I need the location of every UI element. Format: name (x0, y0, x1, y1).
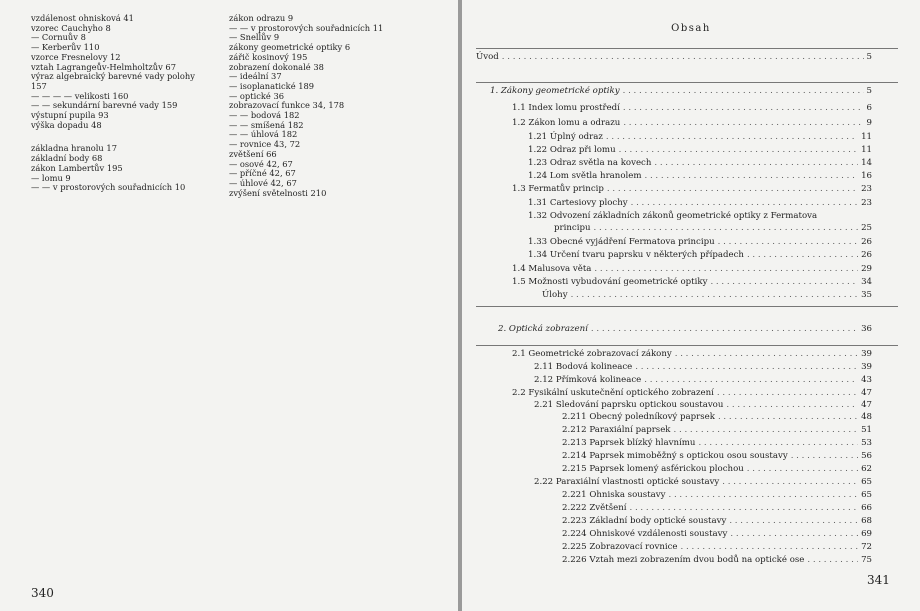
index-entry: výraz algebraický barevné vady polohy (31, 71, 195, 82)
toc-label: 1.2 Zákon lomu a odrazu (512, 118, 621, 128)
index-entry: — — v prostorových souřadnicích 10 (31, 182, 186, 193)
toc-entry (562, 503, 872, 513)
index-entry: — — v prostorových souřadnicích 11 (229, 22, 384, 33)
toc-page-number: 39 (861, 362, 872, 372)
toc-page-number: 66 (861, 503, 872, 513)
index-entry: zobrazovací funkce 34, 178 (229, 100, 345, 111)
index-entry: — — sekundární barevné vady 159 (31, 100, 178, 111)
toc-label: 2.222 Zvětšení (562, 503, 627, 513)
toc-entry (512, 349, 872, 359)
toc-entry (534, 375, 872, 385)
toc-page-number: 43 (861, 375, 872, 385)
toc-leader-dots (594, 223, 859, 233)
toc-leader-dots (698, 438, 858, 448)
toc-leader-dots (654, 158, 858, 168)
page-number-right: 341 (867, 573, 890, 587)
toc-leader-dots (645, 171, 859, 181)
toc-leader-dots (717, 388, 858, 398)
toc-label: 1. Zákony geometrické optiky (490, 86, 620, 96)
toc-page-number: 11 (861, 132, 872, 142)
toc-label: 2.221 Ohniska soustavy (562, 490, 666, 500)
separator-line (476, 306, 898, 307)
toc-label: 1.4 Malusova věta (512, 264, 592, 274)
index-entry: vztah Lagrangeův-Helmholtzův 67 (31, 61, 176, 72)
toc-leader-dots (644, 375, 858, 385)
index-entry: — Cornuův 8 (31, 32, 86, 43)
toc-label: 2.1 Geometrické zobrazovací zákony (512, 349, 672, 359)
toc-entry (512, 388, 872, 398)
toc-entry (528, 250, 872, 260)
toc-label: 1.34 Určení tvaru paprsku v některých případech (528, 250, 744, 260)
toc-entry (562, 516, 872, 526)
toc-entry (512, 184, 872, 194)
toc-page-number: 47 (861, 400, 872, 410)
toc-page-number: 5 (866, 86, 872, 96)
toc-label: 1.23 Odraz světla na kovech (528, 158, 652, 168)
index-entry: — Snellův 9 (229, 32, 280, 43)
toc-leader-dots (591, 324, 858, 334)
toc-leader-dots (502, 52, 864, 62)
toc-label: 2.225 Zobrazovací rovnice (562, 542, 678, 552)
toc-page-number: 39 (861, 349, 872, 359)
toc-leader-dots (571, 290, 859, 300)
toc-page-number: 26 (861, 250, 872, 260)
index-entry: — — bodová 182 (229, 110, 300, 121)
toc-entry (528, 158, 872, 168)
toc-leader-dots (606, 132, 858, 142)
toc-leader-dots (807, 555, 858, 565)
toc-page-number: 47 (861, 388, 872, 398)
left-page (0, 0, 458, 611)
index-column-2 (229, 14, 383, 198)
toc-label: 1.1 Index lomu prostředí (512, 103, 620, 113)
toc-page-number: 56 (861, 451, 872, 461)
toc-leader-dots (669, 490, 859, 500)
toc-label: Úvod (476, 52, 499, 62)
toc-leader-dots (747, 250, 858, 260)
toc-entry (512, 264, 872, 274)
toc-entry (562, 438, 872, 448)
toc-label: 2.21 Sledování paprsku optickou soustavou (534, 400, 724, 410)
toc-label: 1.5 Možnosti vybudování geometrické optiky (512, 277, 708, 287)
toc-label: 1.3 Fermatův princip (512, 184, 604, 194)
toc-page-number: 35 (861, 290, 872, 300)
toc-leader-dots (726, 400, 858, 410)
toc-page-number: 51 (861, 425, 872, 435)
toc-leader-dots (747, 464, 858, 474)
toc-label: 1.21 Úplný odraz (528, 132, 603, 142)
toc-entry (562, 490, 872, 500)
toc-leader-dots (674, 425, 859, 435)
toc-entry (528, 171, 872, 181)
toc-page-number: 5 (866, 52, 872, 62)
toc-entry (534, 400, 872, 410)
toc-entry (476, 52, 872, 62)
toc-entry (498, 324, 872, 334)
toc-label: 2.213 Paprsek blízký hlavnímu (562, 438, 696, 448)
toc-leader-dots (594, 264, 858, 274)
index-entry: vzorec Cauchyho 8 (31, 22, 111, 33)
index-entry: zákon odrazu 9 (229, 13, 294, 23)
index-entry: — optické 36 (229, 90, 285, 101)
toc-entry (562, 412, 872, 422)
toc-page-number: 34 (861, 277, 872, 287)
index-entry: základní body 68 (31, 153, 103, 164)
toc-page-number: 25 (861, 223, 872, 233)
index-entry: výška dopadu 48 (31, 119, 102, 130)
toc-entry (528, 145, 872, 155)
toc-label: Úlohy (542, 290, 568, 300)
toc-label: 2.22 Paraxiální vlastnosti optické soustavy (534, 477, 720, 487)
toc-entry (534, 362, 872, 372)
toc-label: 2.212 Paraxiální paprsek (562, 425, 671, 435)
toc-leader-dots (791, 451, 858, 461)
toc-label: 2.214 Paprsek mimoběžný s optickou osou soustavy (562, 451, 788, 461)
toc-leader-dots (631, 198, 858, 208)
separator-line (476, 345, 898, 346)
toc-page-number: 65 (861, 490, 872, 500)
toc-entry (562, 425, 872, 435)
index-entry: — — smíšená 182 (229, 119, 304, 130)
toc-leader-dots (718, 237, 858, 247)
index-entry: — rovnice 43, 72 (229, 139, 301, 150)
separator-line (476, 48, 898, 49)
index-entry: zvětšení 66 (229, 148, 277, 159)
toc-label: 1.22 Odraz při lomu (528, 145, 616, 155)
toc-entry (554, 223, 872, 233)
index-entry: zákon Lambertův 195 (31, 162, 123, 173)
toc-leader-dots (681, 542, 859, 552)
toc-page-number: 23 (861, 198, 872, 208)
toc-entry (512, 103, 872, 113)
toc-entry (490, 86, 872, 96)
toc-page-number: 53 (861, 438, 872, 448)
toc-entry (562, 529, 872, 539)
toc-entry (528, 237, 872, 247)
right-page (462, 0, 920, 611)
index-entry: — — — — velikosti 160 (31, 90, 129, 101)
toc-label: 1.24 Lom světla hranolem (528, 171, 642, 181)
index-entry: — lomu 9 (31, 172, 71, 183)
index-entry: vzorce Fresnelovy 12 (31, 51, 121, 62)
toc-label: principu (554, 223, 591, 233)
toc-leader-dots (675, 349, 858, 359)
toc-page-number: 26 (861, 237, 872, 247)
toc-page-number: 75 (861, 555, 872, 565)
toc-label: 1.31 Cartesiovy plochy (528, 198, 628, 208)
toc-page-number: 6 (866, 103, 872, 113)
separator-line (476, 82, 898, 83)
toc-leader-dots (619, 145, 858, 155)
toc-entry: 1.32 Odvození základních zákonů geometrické optiky z Fermatova (528, 211, 818, 221)
toc-label: 1.33 Obecné vyjádření Fermatova principu (528, 237, 715, 247)
index-entry: zvýšení světelnosti 210 (229, 187, 327, 198)
toc-page-number: 68 (861, 516, 872, 526)
toc-label: 2.2 Fysikální uskutečnění optického zobrazení (512, 388, 714, 398)
index-entry: vzdálenost ohnisková 41 (31, 13, 134, 23)
toc-leader-dots (729, 516, 858, 526)
toc-entry (528, 132, 872, 142)
toc-label: 2.224 Ohniskové vzdálenosti soustavy (562, 529, 728, 539)
toc-page-number: 48 (861, 412, 872, 422)
index-entry: — isoplanatické 189 (229, 80, 315, 91)
index-entry (31, 130, 195, 144)
toc-leader-dots (623, 86, 864, 96)
index-column-1 (31, 14, 195, 193)
toc-page-number: 65 (861, 477, 872, 487)
toc-leader-dots (607, 184, 858, 194)
toc-label: 2.12 Přímková kolineace (534, 375, 642, 385)
toc-entry (542, 290, 872, 300)
toc-leader-dots (710, 277, 858, 287)
toc-page-number: 23 (861, 184, 872, 194)
toc-leader-dots (722, 477, 858, 487)
toc-entry (512, 277, 872, 287)
toc-page-number: 72 (861, 542, 872, 552)
toc-leader-dots (623, 103, 864, 113)
toc-page-number: 29 (861, 264, 872, 274)
toc-entry (562, 464, 872, 474)
index-entry: — — úhlová 182 (229, 129, 298, 140)
toc-label: 2.215 Paprsek lomený asférickou plochou (562, 464, 744, 474)
index-entry: výstupní pupila 93 (31, 110, 109, 121)
toc-leader-dots (623, 118, 863, 128)
toc-leader-dots (629, 503, 858, 513)
index-entry: 157 (31, 80, 47, 91)
toc-label: 2.211 Obecný poledníkový paprsek (562, 412, 715, 422)
index-entry: základna hranolu 17 (31, 143, 117, 154)
index-entry: zákony geometrické optiky 6 (229, 42, 351, 53)
toc-leader-dots (635, 362, 858, 372)
toc-label: 2. Optická zobrazení (498, 324, 588, 334)
toc-label: 2.226 Vztah mezi zobrazením dvou bodů na optické ose (562, 555, 805, 565)
toc-leader-dots (718, 412, 858, 422)
index-entry: — úhlové 42, 67 (229, 177, 297, 188)
toc-entry (562, 555, 872, 565)
toc-page-number: 14 (861, 158, 872, 168)
toc-page-number: 11 (861, 145, 872, 155)
toc-leader-dots (730, 529, 858, 539)
toc-page-number: 16 (861, 171, 872, 181)
index-entry: zobrazení dokonalé 38 (229, 61, 324, 72)
toc-entry (534, 477, 872, 487)
toc-entry (528, 198, 872, 208)
toc-title: Obsah (671, 23, 711, 34)
toc-entry (562, 542, 872, 552)
index-entry: — příčné 42, 67 (229, 168, 296, 179)
index-entry: — Kerberův 110 (31, 42, 100, 53)
toc-page-number: 62 (861, 464, 872, 474)
toc-page-number: 36 (861, 324, 872, 334)
index-entry: — ideální 37 (229, 71, 282, 82)
page-number-left: 340 (31, 586, 54, 600)
index-entry: zářič kosinový 195 (229, 51, 308, 62)
toc-page-number: 69 (861, 529, 872, 539)
index-entry: — osové 42, 67 (229, 158, 293, 169)
toc-page-number: 9 (866, 118, 872, 128)
toc-entry (512, 118, 872, 128)
toc-label: 2.11 Bodová kolineace (534, 362, 633, 372)
toc-entry (562, 451, 872, 461)
toc-label: 2.223 Základní body optické soustavy (562, 516, 727, 526)
